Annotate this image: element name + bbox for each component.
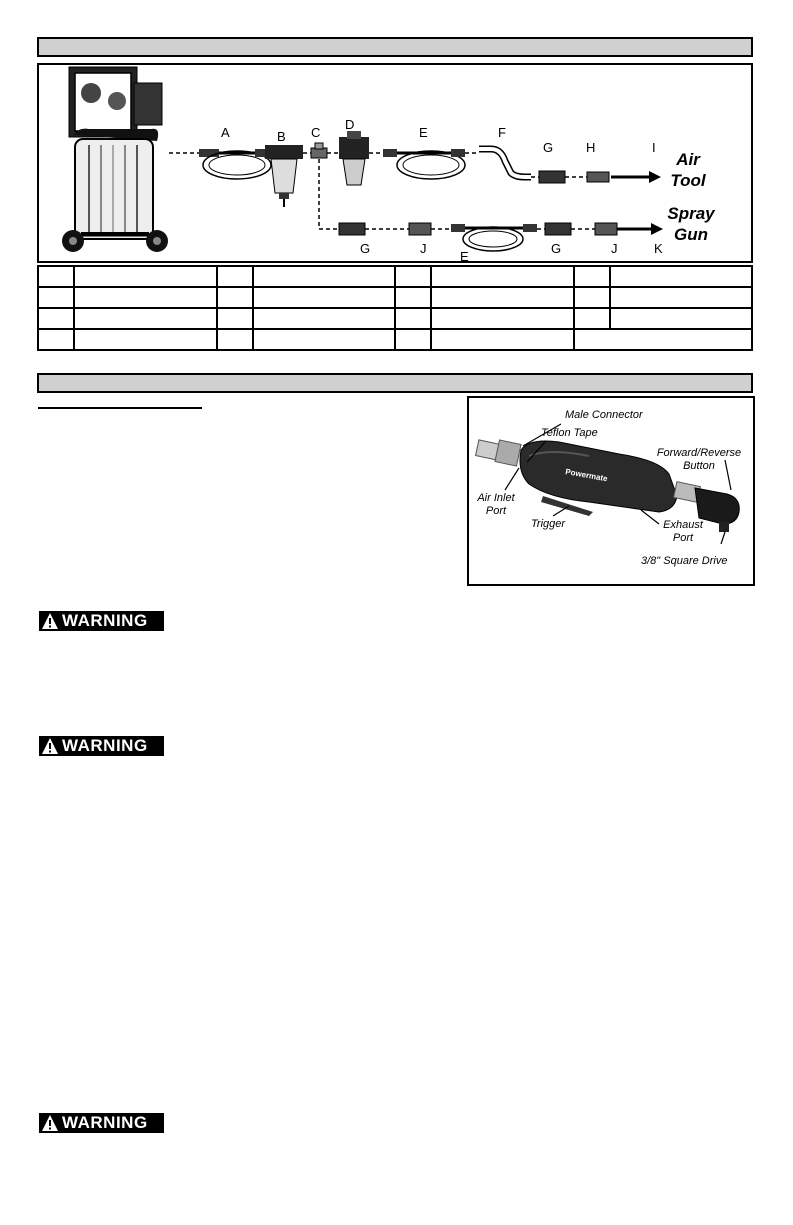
tool-photo bbox=[467, 396, 755, 586]
table-cell bbox=[74, 266, 217, 287]
table-cell bbox=[38, 329, 74, 350]
coupler-g-bottom-2 bbox=[545, 223, 571, 235]
filter-b bbox=[265, 145, 303, 207]
callout-exhaust: Exhaust Port bbox=[663, 519, 703, 544]
table-cell bbox=[431, 308, 574, 329]
plug-j-1 bbox=[409, 223, 431, 235]
table-cell bbox=[610, 266, 753, 287]
diagram-label-g-bottom-2: G bbox=[551, 241, 562, 256]
table-cell bbox=[38, 287, 74, 308]
warning-label-1 bbox=[39, 611, 164, 631]
callout-square-drive: 3/8" Square Drive bbox=[641, 555, 728, 567]
plug-h bbox=[587, 172, 609, 182]
warning-text: WARNING bbox=[62, 611, 148, 630]
table-cell bbox=[574, 308, 610, 329]
table-row bbox=[38, 308, 752, 329]
hose-a bbox=[199, 149, 271, 179]
table-cell bbox=[74, 329, 217, 350]
diagram-label-e-bottom: E bbox=[460, 249, 469, 264]
table-cell bbox=[610, 308, 753, 329]
table-row bbox=[38, 329, 752, 350]
table-cell bbox=[253, 266, 396, 287]
table-cell bbox=[431, 287, 574, 308]
diagram-label-i: I bbox=[652, 140, 656, 155]
coupler-g-bottom-1 bbox=[339, 223, 365, 235]
air-tool-label: Air Tool bbox=[670, 150, 706, 190]
table-cell bbox=[431, 266, 574, 287]
coupler-g-top bbox=[539, 171, 565, 183]
table-cell bbox=[395, 287, 431, 308]
warning-triangle-icon bbox=[41, 1114, 59, 1132]
table-cell bbox=[431, 329, 574, 350]
warning-text: WARNING bbox=[62, 736, 148, 755]
callout-male-connector: Male Connector bbox=[565, 409, 643, 421]
table-cell bbox=[253, 308, 396, 329]
callout-teflon-tape: Teflon Tape bbox=[541, 427, 598, 439]
warning-triangle-icon bbox=[41, 612, 59, 630]
table-cell bbox=[217, 308, 253, 329]
air-system-diagram bbox=[37, 63, 753, 263]
spray-gun-label: Spray Gun bbox=[667, 204, 715, 244]
diagram-label-f: F bbox=[498, 125, 506, 140]
diagram-label-h: H bbox=[586, 140, 596, 155]
table-cell bbox=[253, 329, 396, 350]
diagram-label-d: D bbox=[345, 117, 355, 132]
diagram-label-c: C bbox=[311, 125, 321, 140]
diagram-label-a: A bbox=[221, 125, 230, 140]
callout-trigger: Trigger bbox=[531, 518, 566, 530]
table-cell bbox=[253, 287, 396, 308]
section-header-band-1 bbox=[37, 37, 753, 57]
table-cell bbox=[74, 287, 217, 308]
table-cell bbox=[217, 266, 253, 287]
table-row bbox=[38, 266, 752, 287]
table-cell bbox=[395, 329, 431, 350]
diagram-illustration bbox=[39, 65, 751, 261]
hose-e-top bbox=[383, 149, 465, 179]
parts-table bbox=[37, 265, 753, 351]
diagram-label-j-1: J bbox=[420, 241, 427, 256]
section-header-band-2 bbox=[37, 373, 753, 393]
warning-triangle-icon bbox=[41, 737, 59, 755]
table-cell bbox=[395, 266, 431, 287]
diagram-label-e: E bbox=[419, 125, 428, 140]
hose-e-bottom bbox=[451, 224, 537, 251]
table-cell bbox=[38, 308, 74, 329]
callout-forward-reverse: Forward/Reverse Button bbox=[656, 447, 742, 472]
diagram-label-b: B bbox=[277, 129, 286, 144]
table-cell bbox=[217, 329, 253, 350]
table-cell bbox=[574, 266, 610, 287]
table-cell bbox=[610, 287, 753, 308]
compressor-illustration bbox=[62, 67, 168, 252]
diagram-label-k: K bbox=[654, 241, 663, 256]
plug-j-2 bbox=[595, 223, 617, 235]
brand-logo: Powermate bbox=[564, 467, 609, 484]
subheading-underline bbox=[38, 407, 202, 409]
table-cell bbox=[38, 266, 74, 287]
table-cell bbox=[395, 308, 431, 329]
warning-label-2 bbox=[39, 736, 164, 756]
warning-label-3 bbox=[39, 1113, 164, 1133]
table-cell bbox=[574, 287, 610, 308]
warning-text: WARNING bbox=[62, 1113, 148, 1132]
table-cell bbox=[74, 308, 217, 329]
table-cell bbox=[217, 287, 253, 308]
diagram-label-j-2: J bbox=[611, 241, 618, 256]
whip-hose-f bbox=[479, 149, 531, 177]
callout-air-inlet: Air Inlet Port bbox=[477, 492, 515, 517]
table-row bbox=[38, 287, 752, 308]
diagram-label-g-top: G bbox=[543, 140, 554, 155]
table-cell bbox=[574, 329, 753, 350]
tee-c bbox=[311, 143, 327, 158]
diagram-label-g-bottom-1: G bbox=[360, 241, 371, 256]
male-connector-icon bbox=[476, 440, 521, 466]
lubricator-d bbox=[339, 131, 369, 185]
